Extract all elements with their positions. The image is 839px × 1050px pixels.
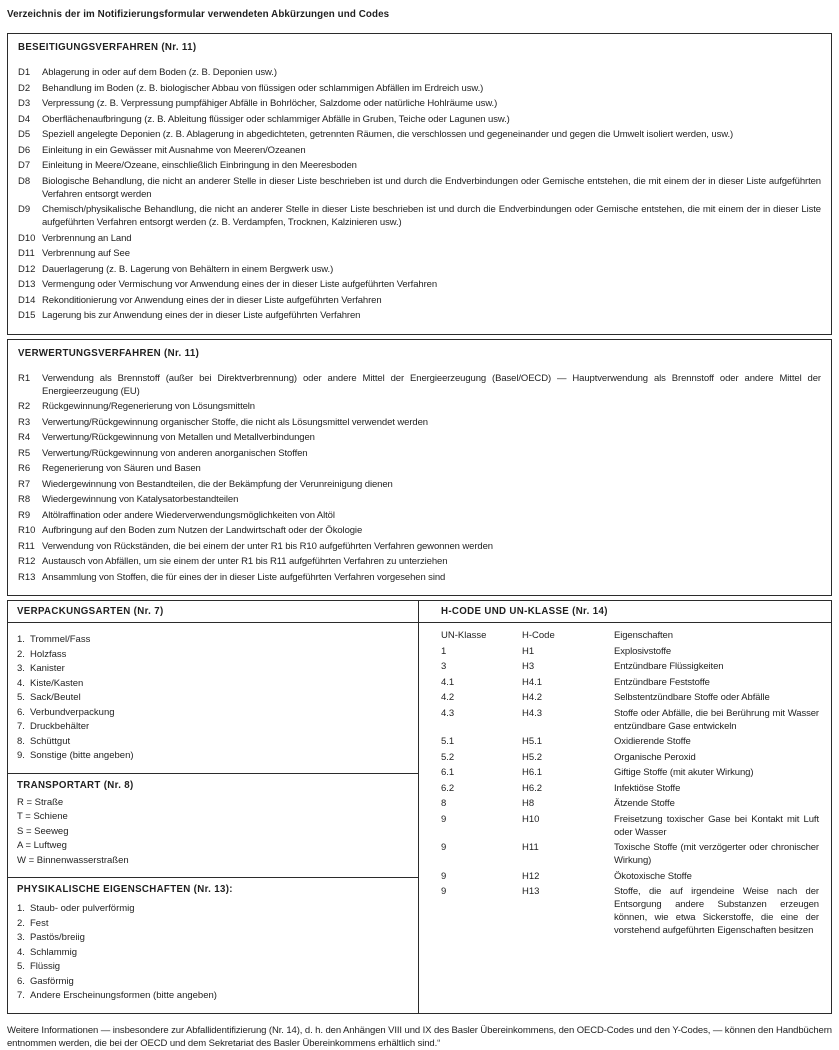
list-item — [17, 960, 409, 973]
item-text: Verwertung/Rückgewinnung organischer Stoffe, die nicht als Lösungsmittel verwendet werden — [42, 416, 428, 428]
item-text: Lagerung bis zur Anwendung eines der in dieser Liste aufgeführten Verfahren — [42, 310, 361, 321]
h-code-cell: H4.1 — [522, 676, 543, 688]
item-code: D1 — [18, 67, 31, 78]
item-code: D12 — [18, 263, 36, 275]
eigenschaften-cell: Entzündbare Feststoffe — [614, 676, 710, 688]
list-item — [18, 431, 821, 444]
item-number: 4. — [17, 946, 25, 958]
hcode-col-un-klasse: UN-Klasse — [441, 630, 487, 641]
split-left-column — [8, 601, 419, 1013]
h-code-cell: H6.2 — [522, 782, 543, 794]
page-title: Verzeichnis der im Notifizierungsformular verwendeten Abkürzungen und Codes — [7, 9, 390, 20]
item-text: Verwendung von Rückständen, die bei einem der unter R1 bis R10 aufgeführten Verfahren gewonnen werden — [42, 540, 493, 552]
list-item — [18, 493, 821, 506]
item-number: 2. — [17, 648, 25, 660]
list-item — [18, 97, 821, 110]
hcode-heading: H-CODE UND UN-KLASSE (Nr. 14) — [441, 606, 608, 617]
table-row — [441, 676, 819, 689]
table-row — [441, 885, 819, 937]
item-text: Schlammig — [30, 946, 77, 958]
list-item — [18, 128, 821, 141]
item-number: 4. — [17, 677, 25, 689]
list-item — [18, 372, 821, 398]
item-code: D8 — [18, 175, 31, 187]
list-item — [18, 400, 821, 413]
table-row — [441, 707, 819, 733]
hcode-header-row — [441, 629, 819, 642]
eigenschaften-cell: Ökotoxische Stoffe — [614, 870, 692, 882]
hcode-rows — [441, 645, 819, 938]
h-code-cell: H3 — [522, 661, 535, 672]
item-text: Wiedergewinnung von Katalysatorbestandteilen — [42, 494, 239, 505]
item-number: 6. — [17, 706, 25, 718]
un-klasse-cell: 6.2 — [441, 782, 455, 794]
list-item — [18, 555, 821, 568]
item-code: R13 — [18, 571, 36, 583]
item-text: Einleitung in ein Gewässer mit Ausnahme von Meeren/Ozeanen — [42, 144, 306, 156]
list-item — [18, 524, 821, 537]
recovery-list — [18, 372, 821, 584]
disposal-section — [7, 33, 832, 335]
item-code: D9 — [18, 204, 31, 215]
item-number: 1. — [17, 903, 25, 914]
table-row — [441, 813, 819, 839]
table-row — [441, 766, 819, 779]
item-code: R9 — [18, 509, 31, 521]
list-item — [18, 175, 821, 201]
eigenschaften-cell: Stoffe, die auf irgendeine Weise nach der Entsorgung andere Substanzen erzeugen können, wie etwa Sickerstoffe, die eine der vorstehend aufgeführten Eigenschaften besitzen — [614, 886, 819, 936]
list-item — [18, 232, 821, 245]
list-item — [18, 309, 821, 322]
recovery-section — [7, 339, 832, 597]
list-item — [17, 720, 409, 733]
item-text: Kanister — [30, 663, 65, 674]
disposal-list — [18, 66, 821, 322]
un-klasse-cell: 8 — [441, 798, 447, 809]
codes-split-section — [7, 600, 832, 1014]
list-item — [17, 902, 409, 915]
item-number: 8. — [17, 735, 25, 747]
item-text: Fest — [30, 917, 49, 929]
physical-properties-heading: PHYSIKALISCHE EIGENSCHAFTEN (Nr. 13): — [17, 884, 233, 895]
un-klasse-cell: 4.3 — [441, 707, 455, 719]
list-item — [18, 462, 821, 475]
table-row — [441, 691, 819, 704]
h-code-cell: H12 — [522, 870, 540, 882]
list-item — [17, 735, 409, 748]
item-text: Sack/Beutel — [30, 692, 81, 703]
list-item: S = Seeweg — [17, 825, 69, 837]
item-text: Regenerierung von Säuren und Basen — [42, 463, 201, 474]
item-code: R12 — [18, 556, 36, 567]
item-text: Dauerlagerung (z. B. Lagerung von Behältern in einem Bergwerk usw.) — [42, 263, 334, 275]
item-text: Speziell angelegte Deponien (z. B. Ablagerung in abgedichteten, getrennten Räumen, die verschlossen und gegeneinander und gegen die Umwelt isoliert werden, usw.) — [42, 129, 734, 140]
item-text: Oberflächenaufbringung (z. B. Ableitung flüssiger oder schlammiger Abfälle in Gruben, Teiche oder Lagunen usw.) — [42, 113, 510, 125]
list-item — [18, 294, 821, 307]
un-klasse-cell: 9 — [441, 813, 447, 825]
eigenschaften-cell: Oxidierende Stoffe — [614, 736, 691, 747]
table-row — [441, 797, 819, 810]
list-item — [17, 946, 409, 959]
item-code: R1 — [18, 372, 31, 384]
item-text: Vermengung oder Vermischung vor Anwendung eines der in dieser Liste aufgeführten Verfahren — [42, 279, 438, 290]
item-text: Behandlung im Boden (z. B. biologischer Abbau von flüssigen oder schlammigen Abfällen im Erdreich usw.) — [42, 82, 484, 94]
list-item — [18, 144, 821, 157]
list-item — [18, 571, 821, 584]
hcode-table — [419, 623, 831, 950]
transport-list — [17, 796, 409, 867]
item-text: Einleitung in Meere/Ozeane, einschließlich Einbringung in den Meeresboden — [42, 160, 357, 171]
item-text: Ansammlung von Stoffen, die für eines der in dieser Liste aufgeführten Verfahren vorgesehen sind — [42, 571, 446, 583]
item-code: D13 — [18, 279, 36, 290]
item-text: Verpressung (z. B. Verpressung pumpfähiger Abfälle in Bohrlöcher, Salzdome oder natürliche Hohlräume usw.) — [42, 98, 498, 109]
eigenschaften-cell: Freisetzung toxischer Gase bei Kontakt mit Luft oder Wasser — [614, 813, 819, 838]
item-text: Flüssig — [30, 961, 61, 972]
eigenschaften-cell: Selbstentzündbare Stoffe oder Abfälle — [614, 692, 770, 703]
item-code: R7 — [18, 478, 31, 490]
un-klasse-cell: 4.1 — [441, 676, 455, 688]
packaging-section — [8, 601, 418, 773]
item-text: Austausch von Abfällen, um sie einem der unter R1 bis R11 aufgeführten Verfahren zu unterziehen — [42, 556, 448, 567]
transport-heading: TRANSPORTART (Nr. 8) — [17, 779, 134, 791]
footer-note: Weitere Informationen — insbesondere zur Abfallidentifizierung (Nr. 14), d. h. den Anhängen VIII und IX des Basler Übereinkommens, den OECD-Codes und den Y-Codes, — können den Handbüchern entnommen werden, die bei der OECD und dem Sekretariat des Basler Übereinkommens erhältlich sind.“ — [7, 1024, 832, 1049]
item-number: 1. — [17, 634, 25, 645]
h-code-cell: H13 — [522, 886, 540, 897]
item-text: Schüttgut — [30, 735, 71, 747]
hcode-section — [419, 601, 831, 1013]
packaging-heading: VERPACKUNGSARTEN (Nr. 7) — [17, 606, 164, 617]
list-item — [17, 677, 409, 690]
un-klasse-cell: 1 — [441, 645, 447, 657]
h-code-cell: H5.2 — [522, 751, 543, 763]
item-text: Verbrennung auf See — [42, 248, 130, 259]
h-code-cell: H10 — [522, 813, 540, 825]
un-klasse-cell: 5.1 — [441, 736, 455, 747]
list-item — [17, 662, 409, 675]
list-item: A = Luftweg — [17, 840, 67, 851]
item-code: D7 — [18, 160, 31, 171]
item-text: Altölraffination oder andere Wiederverwendungsmöglichkeiten von Altöl — [42, 509, 335, 521]
item-code: R3 — [18, 416, 31, 428]
item-code: D14 — [18, 294, 36, 306]
list-item — [18, 447, 821, 460]
item-text: Druckbehälter — [30, 721, 90, 732]
list-item — [18, 263, 821, 276]
hcode-col-h-code: H-Code — [522, 630, 555, 641]
item-text: Verbundverpackung — [30, 706, 115, 718]
item-code: D5 — [18, 129, 31, 140]
item-text: Holzfass — [30, 648, 67, 660]
item-text: Biologische Behandlung, die nicht an anderer Stelle in dieser Liste beschrieben ist und durch die Endverbindungen oder Gemische entstehen, die mit einem der in dieser Liste aufgeführten Verfahren entsorgt werden — [42, 175, 821, 200]
table-row — [441, 782, 819, 795]
table-row — [441, 751, 819, 764]
item-text: Wiedergewinnung von Bestandteilen, die der Bekämpfung der Verunreinigung dienen — [42, 478, 393, 490]
item-number: 3. — [17, 663, 25, 674]
list-item — [18, 82, 821, 95]
physical-properties-list — [17, 900, 409, 1002]
un-klasse-cell: 9 — [441, 842, 447, 853]
item-number: 6. — [17, 975, 25, 987]
list-item — [17, 691, 409, 704]
list-item — [17, 917, 409, 930]
list-item — [18, 278, 821, 291]
item-code: D10 — [18, 232, 36, 244]
item-code: D3 — [18, 98, 31, 109]
item-text: Verwertung/Rückgewinnung von Metallen und Metallverbindungen — [42, 432, 315, 443]
un-klasse-cell: 3 — [441, 661, 447, 672]
list-item — [17, 749, 409, 762]
list-item — [18, 113, 821, 126]
item-number: 5. — [17, 961, 25, 972]
recovery-heading: VERWERTUNGSVERFAHREN (Nr. 11) — [18, 347, 200, 359]
list-item — [18, 247, 821, 260]
eigenschaften-cell: Explosivstoffe — [614, 645, 672, 657]
list-item — [18, 203, 821, 229]
list-item — [17, 931, 409, 944]
h-code-cell: H8 — [522, 798, 535, 809]
item-text: Gasförmig — [30, 975, 74, 987]
hcode-heading-row — [419, 601, 831, 623]
eigenschaften-cell: Infektiöse Stoffe — [614, 782, 681, 794]
list-item — [17, 989, 409, 1002]
transport-section — [8, 773, 418, 878]
packaging-heading-row — [8, 601, 418, 623]
item-number: 7. — [17, 990, 25, 1001]
item-text: Verbrennung an Land — [42, 232, 132, 244]
item-code: R4 — [18, 432, 31, 443]
item-code: D6 — [18, 144, 31, 156]
list-item — [18, 159, 821, 172]
item-text: Chemisch/physikalische Behandlung, die nicht an anderer Stelle in dieser Liste beschrieben ist und durch die Endverbindungen oder Gemische entstehen, die mit einem der in dieser Liste aufgeführten Verfahren entsorgt werden (z. B. Verdampfen, Trocknen, Kalzinieren usw.) — [42, 204, 821, 228]
item-number: 3. — [17, 932, 25, 943]
h-code-cell: H6.1 — [522, 767, 543, 778]
un-klasse-cell: 9 — [441, 886, 447, 897]
item-code: D2 — [18, 82, 31, 94]
h-code-cell: H5.1 — [522, 736, 543, 747]
item-text: Rekonditionierung vor Anwendung eines der in dieser Liste aufgeführten Verfahren — [42, 294, 382, 306]
h-code-cell: H11 — [522, 842, 539, 853]
disposal-heading: BESEITIGUNGSVERFAHREN (Nr. 11) — [18, 42, 197, 53]
item-number: 5. — [17, 692, 25, 703]
h-code-cell: H4.3 — [522, 707, 543, 719]
un-klasse-cell: 6.1 — [441, 767, 455, 778]
h-code-cell: H4.2 — [522, 692, 543, 703]
table-row — [441, 841, 819, 867]
list-item: W = Binnenwasserstraßen — [17, 854, 129, 866]
item-text: Pastös/breiig — [30, 932, 85, 943]
item-code: R5 — [18, 447, 31, 459]
un-klasse-cell: 5.2 — [441, 751, 455, 763]
list-item — [17, 633, 409, 646]
eigenschaften-cell: Giftige Stoffe (mit akuter Wirkung) — [614, 767, 754, 778]
item-code: D4 — [18, 113, 31, 125]
item-code: R10 — [18, 525, 36, 536]
item-text: Kiste/Kasten — [30, 677, 84, 689]
table-row — [441, 645, 819, 658]
table-row — [441, 660, 819, 673]
item-text: Andere Erscheinungsformen (bitte angeben) — [30, 990, 217, 1001]
item-code: R2 — [18, 401, 31, 412]
list-item — [17, 648, 409, 661]
list-item — [17, 975, 409, 988]
list-item — [18, 478, 821, 491]
item-text: Verwertung/Rückgewinnung von anderen anorganischen Stoffen — [42, 447, 308, 459]
item-text: Trommel/Fass — [30, 634, 91, 645]
un-klasse-cell: 4.2 — [441, 692, 455, 703]
packaging-list — [8, 623, 418, 773]
item-code: D15 — [18, 310, 36, 321]
h-code-cell: H1 — [522, 645, 535, 657]
item-code: R6 — [18, 463, 31, 474]
item-text: Aufbringung auf den Boden zum Nutzen der Landwirtschaft oder der Ökologie — [42, 525, 363, 536]
eigenschaften-cell: Ätzende Stoffe — [614, 798, 675, 809]
physical-properties-section — [8, 877, 418, 1013]
list-item — [18, 66, 821, 79]
item-text: Rückgewinnung/Regenerierung von Lösungsmitteln — [42, 401, 255, 412]
eigenschaften-cell: Stoffe oder Abfälle, die bei Berührung mit Wasser entzündbare Gase entwickeln — [614, 707, 819, 732]
item-text: Staub- oder pulverförmig — [30, 903, 135, 914]
list-item — [18, 416, 821, 429]
list-item — [18, 540, 821, 553]
eigenschaften-cell: Toxische Stoffe (mit verzögerter oder chronischer Wirkung) — [614, 842, 819, 866]
item-number: 7. — [17, 721, 25, 732]
list-item — [17, 706, 409, 719]
table-row — [441, 870, 819, 883]
hcode-col-eigenschaften: Eigenschaften — [614, 630, 673, 641]
item-number: 9. — [17, 750, 25, 761]
eigenschaften-cell: Organische Peroxid — [614, 751, 696, 763]
item-code: R8 — [18, 494, 31, 505]
item-text: Ablagerung in oder auf dem Boden (z. B. Deponien usw.) — [42, 67, 277, 78]
list-item — [18, 509, 821, 522]
eigenschaften-cell: Entzündbare Flüssigkeiten — [614, 661, 724, 672]
item-text: Sonstige (bitte angeben) — [30, 750, 134, 761]
un-klasse-cell: 9 — [441, 870, 447, 882]
item-code: R11 — [18, 540, 35, 552]
table-row — [441, 735, 819, 748]
item-code: D11 — [18, 248, 35, 259]
item-number: 2. — [17, 917, 25, 929]
list-item: T = Schiene — [17, 811, 68, 822]
list-item: R = Straße — [17, 796, 64, 808]
item-text: Verwendung als Brennstoff (außer bei Direktverbrennung) oder andere Mittel der Energieerzeugung (Basel/OECD) — Hauptverwendung als Brennstoff oder andere Mittel der Energieerzeugung (EU) — [42, 372, 821, 397]
